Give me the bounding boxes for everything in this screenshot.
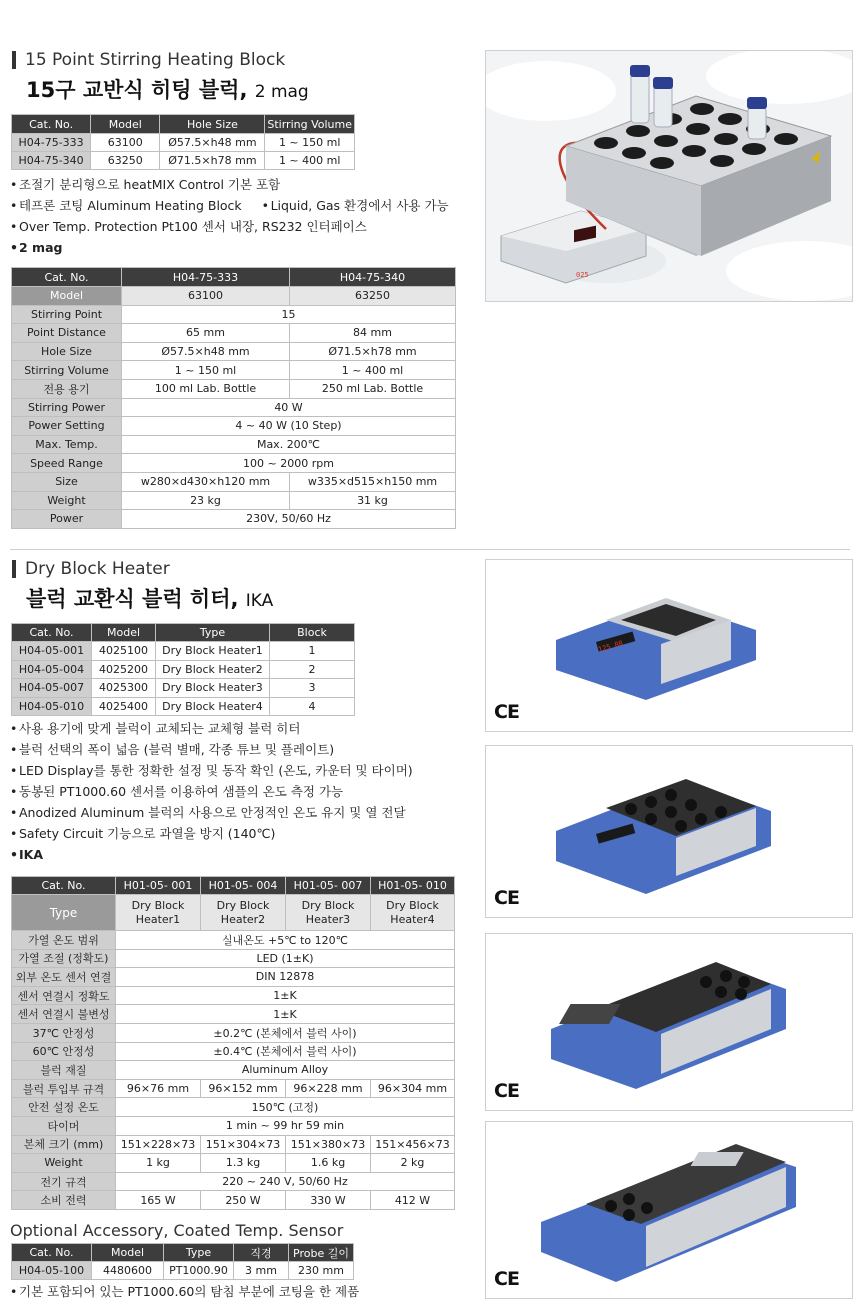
- section3-title: Optional Accessory, Coated Temp. Sensor: [10, 1221, 344, 1240]
- th-hole-size: Hole Size: [160, 115, 265, 134]
- cell: 63250: [290, 287, 456, 306]
- section2-title-en: Dry Block Heater: [25, 559, 170, 579]
- section3-note: [10, 1281, 359, 1302]
- cell: 150℃ (고정): [116, 1098, 455, 1117]
- spec-cat-1: H04-75-333: [122, 268, 290, 287]
- section2-title: [12, 559, 170, 579]
- table-row: H04-05-100 4480600 PT1000.90 3 mm 230 mm: [12, 1262, 354, 1280]
- section2-title-sub: IKA: [245, 591, 274, 611]
- table-row: H04-05-007 4025300 Dry Block Heater3 3: [12, 679, 355, 698]
- list-item: • 테프론 코팅 Aluminum Heating Block • Liquid, Gas 환경에서 사용 가능: [10, 198, 449, 213]
- cell: 23 kg: [122, 491, 290, 510]
- spec-cat: H01-05- 001: [116, 877, 201, 895]
- spec-label: 블럭 투입부 규격: [12, 1079, 116, 1098]
- dry-block-heater2-image: [485, 745, 853, 918]
- cell: 151×380×73: [286, 1135, 371, 1154]
- cell: 96×228 mm: [286, 1079, 371, 1098]
- list-item: •IKA: [10, 847, 44, 862]
- cell: 220 ~ 240 V, 50/60 Hz: [116, 1172, 455, 1191]
- dry-block-heater1-image: [485, 559, 853, 732]
- section3-table: [11, 1243, 354, 1280]
- list-item: •2 mag: [10, 240, 63, 255]
- stirring-block-image: [485, 50, 853, 302]
- section2-bullets: [10, 718, 413, 865]
- dry-block-heater4-image: [485, 1121, 853, 1299]
- list-item: • 사용 용기에 맞게 블럭이 교체되는 교체형 블럭 히터: [10, 721, 301, 736]
- cell: 2 kg: [371, 1154, 455, 1173]
- spec-label: Power Setting: [12, 417, 122, 436]
- section2-spec-table: [11, 876, 455, 1210]
- spec-label: 가열 온도 범위: [12, 931, 116, 950]
- th-cat-no: Cat. No.: [12, 624, 92, 642]
- spec-cat-2: H04-75-340: [290, 268, 456, 287]
- svg-text:025: 025: [576, 271, 589, 279]
- th-cat-no: Cat. No.: [12, 115, 91, 134]
- spec-label: Speed Range: [12, 454, 122, 473]
- table-row: H04-05-001 4025100 Dry Block Heater1 1: [12, 642, 355, 661]
- spec-label: Type: [12, 895, 116, 931]
- spec-cat: H01-05- 004: [201, 877, 286, 895]
- cell: ±0.4℃ (본체에서 블럭 사이): [116, 1042, 455, 1061]
- cell: 1.6 kg: [286, 1154, 371, 1173]
- th-probe-length: Probe 길이: [289, 1244, 354, 1262]
- table-row: [12, 134, 355, 152]
- cell: 250 W: [201, 1191, 286, 1210]
- cell: Ø71.5×h78 mm: [160, 152, 265, 170]
- list-item: • LED Display를 통한 정확한 설정 및 동작 확인 (온도, 카운터 및 타이머): [10, 763, 413, 778]
- cell: 15: [122, 305, 456, 324]
- section2-title-kr: [26, 583, 273, 613]
- spec-label: 37℃ 안정성: [12, 1023, 116, 1042]
- th-cat-no: Cat. No.: [12, 1244, 92, 1262]
- title-bar: [12, 51, 16, 69]
- spec-label: Size: [12, 472, 122, 491]
- cell: 96×152 mm: [201, 1079, 286, 1098]
- list-item: • 조절기 분리형으로 heatMIX Control 기본 포함: [10, 177, 281, 192]
- section-divider: [10, 549, 850, 550]
- cell: 1.3 kg: [201, 1154, 286, 1173]
- th-stirring-volume: Stirring Volume: [265, 115, 355, 134]
- th-model: Model: [92, 1244, 164, 1262]
- cell: 96×304 mm: [371, 1079, 455, 1098]
- cell: 63250: [91, 152, 160, 170]
- spec-label: Max. Temp.: [12, 435, 122, 454]
- spec-cat: H01-05- 007: [286, 877, 371, 895]
- dry-block-heater2-illustration: [486, 746, 853, 918]
- cell: Ø57.5×h48 mm: [160, 134, 265, 152]
- spec-label: Weight: [12, 1154, 116, 1173]
- section1-title-sub: 2 mag: [254, 82, 309, 102]
- spec-label: Hole Size: [12, 342, 122, 361]
- section1-bullets: [10, 174, 449, 258]
- spec-label: Stirring Volume: [12, 361, 122, 380]
- spec-label: 외부 온도 센서 연결: [12, 968, 116, 987]
- cell: w280×d430×h120 mm: [122, 472, 290, 491]
- spec-cat-label: Cat. No.: [12, 877, 116, 895]
- spec-label: 소비 전력: [12, 1191, 116, 1210]
- cell: Dry Block Heater3: [286, 895, 371, 931]
- cell: 1 ~ 400 ml: [290, 361, 456, 380]
- dry-block-heater4-illustration: [486, 1122, 853, 1299]
- cell: Dry Block Heater4: [371, 895, 455, 931]
- ce-mark: CE: [494, 887, 519, 909]
- cell: 96×76 mm: [116, 1079, 201, 1098]
- cell: 230V, 50/60 Hz: [122, 510, 456, 529]
- cell: 65 mm: [122, 324, 290, 343]
- section2-title-kr-text: 블럭 교환식 블럭 히터,: [26, 587, 239, 611]
- cell: Ø57.5×h48 mm: [122, 342, 290, 361]
- table-row: H04-05-004 4025200 Dry Block Heater2 2: [12, 660, 355, 679]
- section1-title-en: 15 Point Stirring Heating Block: [25, 50, 286, 70]
- th-model: Model: [92, 624, 156, 642]
- svg-text:125 88: 125 88: [597, 639, 624, 654]
- cell: Dry Block Heater2: [201, 895, 286, 931]
- th-type: Type: [164, 1244, 234, 1262]
- list-item: • 블럭 선택의 폭이 넓음 (블럭 별매, 각종 튜브 및 플레이트): [10, 742, 335, 757]
- cell: H04-75-340: [12, 152, 91, 170]
- cell: LED (1±K): [116, 949, 455, 968]
- spec-label: 60℃ 안정성: [12, 1042, 116, 1061]
- spec-label: Power: [12, 510, 122, 529]
- table-row: [12, 152, 355, 170]
- table-row: H04-05-010 4025400 Dry Block Heater4 4: [12, 697, 355, 716]
- spec-label: 센서 연결시 정확도: [12, 986, 116, 1005]
- dry-block-heater1-illustration: [486, 560, 853, 732]
- cell: 151×304×73: [201, 1135, 286, 1154]
- cell: 63100: [91, 134, 160, 152]
- cell: 31 kg: [290, 491, 456, 510]
- cell: 1 ~ 150 ml: [265, 134, 355, 152]
- title-bar: [12, 560, 16, 578]
- stirring-block-illustration: [486, 51, 853, 302]
- cell: 84 mm: [290, 324, 456, 343]
- cell: 412 W: [371, 1191, 455, 1210]
- ce-mark: CE: [494, 1080, 519, 1102]
- spec-cat-label: Cat. No.: [12, 268, 122, 287]
- spec-label: Stirring Power: [12, 398, 122, 417]
- spec-label: 가열 조절 (정확도): [12, 949, 116, 968]
- cell: 40 W: [122, 398, 456, 417]
- list-item: • 동봉된 PT1000.60 센서를 이용하여 샘플의 온도 측정 가능: [10, 784, 344, 799]
- th-diameter: 직경: [234, 1244, 289, 1262]
- spec-label: 전용 용기: [12, 379, 122, 398]
- cell: Aluminum Alloy: [116, 1061, 455, 1080]
- list-item: • Over Temp. Protection Pt100 센서 내장, RS232 인터페이스: [10, 219, 367, 234]
- cell: ±0.2℃ (본체에서 블럭 사이): [116, 1023, 455, 1042]
- section2-small-table: [11, 623, 355, 716]
- cell: 1 ~ 150 ml: [122, 361, 290, 380]
- spec-cat: H01-05- 010: [371, 877, 455, 895]
- cell: Ø71.5×h78 mm: [290, 342, 456, 361]
- th-type: Type: [156, 624, 270, 642]
- section1-spec-table: [11, 267, 456, 529]
- cell: 330 W: [286, 1191, 371, 1210]
- cell: 63100: [122, 287, 290, 306]
- cell: 151×228×73: [116, 1135, 201, 1154]
- spec-label: 타이머: [12, 1116, 116, 1135]
- table-row: [12, 895, 455, 931]
- section1-title-kr-text: 15구 교반식 히팅 블럭,: [26, 78, 248, 102]
- section1-title: [12, 50, 285, 70]
- cell: 1±K: [116, 1005, 455, 1024]
- spec-label: 블럭 재질: [12, 1061, 116, 1080]
- cell: 1 min ~ 99 hr 59 min: [116, 1116, 455, 1135]
- list-item: • Safety Circuit 기능으로 과열을 방지 (140℃): [10, 826, 276, 841]
- cell: Max. 200℃: [122, 435, 456, 454]
- list-item: • 기본 포함되어 있는 PT1000.60의 탐침 부분에 코팅을 한 제품: [10, 1284, 360, 1299]
- list-item: • Anodized Aluminum 블럭의 사용으로 안정적인 온도 유지 및 열 전달: [10, 805, 406, 820]
- spec-label: Stirring Point: [12, 305, 122, 324]
- cell: Dry Block Heater1: [116, 895, 201, 931]
- section1-small-table: [11, 114, 355, 170]
- spec-label: Point Distance: [12, 324, 122, 343]
- cell: 1 ~ 400 ml: [265, 152, 355, 170]
- spec-label: 센서 연결시 불변성: [12, 1005, 116, 1024]
- cell: 151×456×73: [371, 1135, 455, 1154]
- cell: 실내온도 +5℃ to 120℃: [116, 931, 455, 950]
- ce-mark: CE: [494, 1268, 519, 1290]
- cell: H04-75-333: [12, 134, 91, 152]
- spec-label: 안전 설정 온도: [12, 1098, 116, 1117]
- cell: 250 ml Lab. Bottle: [290, 379, 456, 398]
- cell: DIN 12878: [116, 968, 455, 987]
- dry-block-heater3-illustration: [486, 934, 853, 1111]
- spec-label: Model: [12, 287, 122, 306]
- cell: 100 ~ 2000 rpm: [122, 454, 456, 473]
- cell: 165 W: [116, 1191, 201, 1210]
- cell: 1±K: [116, 986, 455, 1005]
- dry-block-heater3-image: [485, 933, 853, 1111]
- section1-title-kr: [26, 74, 309, 104]
- cell: 1 kg: [116, 1154, 201, 1173]
- th-model: Model: [91, 115, 160, 134]
- ce-mark: CE: [494, 701, 519, 723]
- spec-label: 본체 크기 (mm): [12, 1135, 116, 1154]
- spec-label: 전기 규격: [12, 1172, 116, 1191]
- cell: 100 ml Lab. Bottle: [122, 379, 290, 398]
- cell: w335×d515×h150 mm: [290, 472, 456, 491]
- cell: 4 ~ 40 W (10 Step): [122, 417, 456, 436]
- spec-label: Weight: [12, 491, 122, 510]
- th-block: Block: [270, 624, 355, 642]
